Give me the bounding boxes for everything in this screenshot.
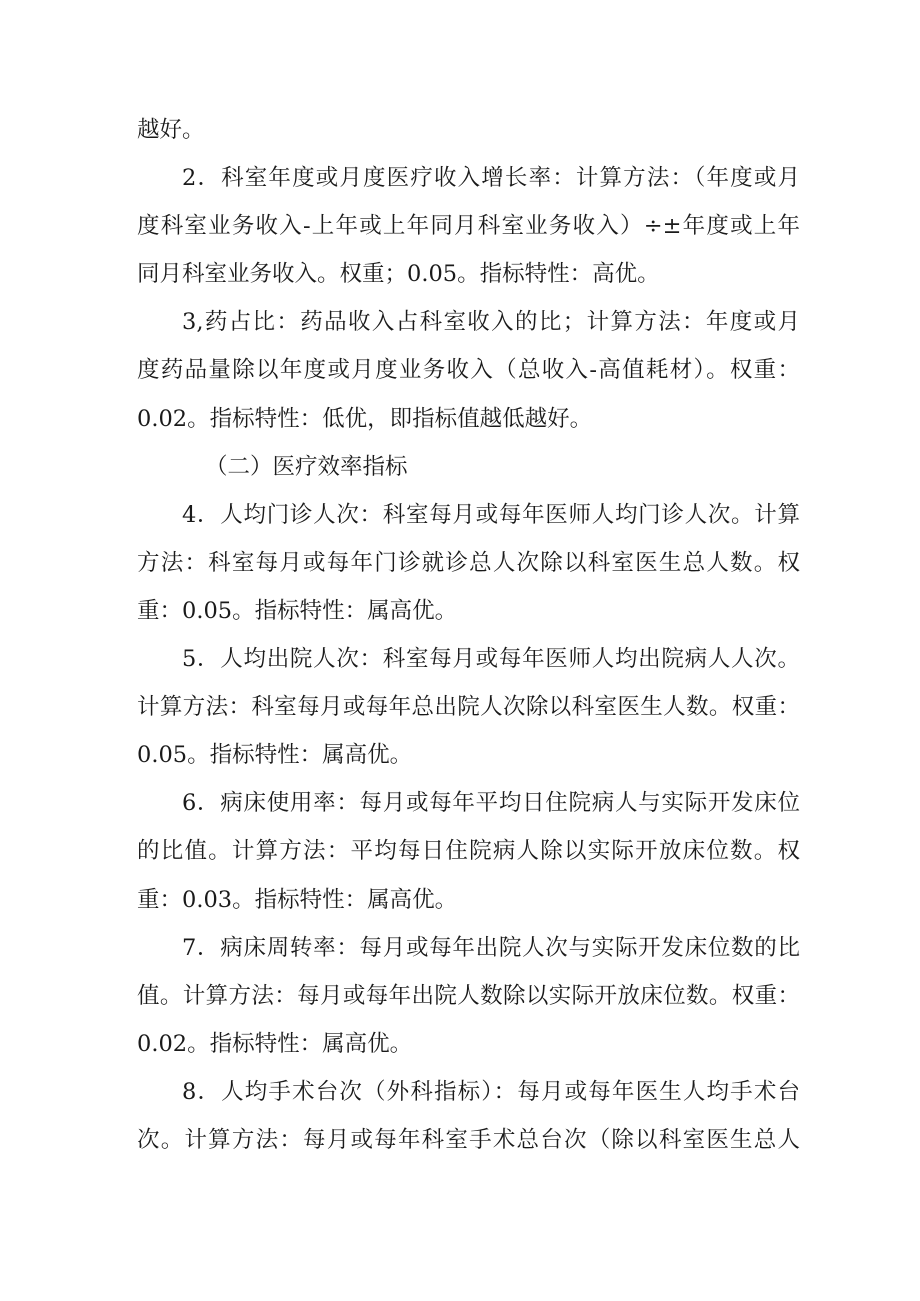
text-line: 7．病床周转率：每月或每年出院人次与实际开发床位数的比 — [182, 934, 800, 961]
text-line: 4．人均门诊人次：科室每月或每年医师人均门诊人次。计算 — [182, 501, 800, 528]
text-line: 6．病床使用率：每月或每年平均日住院病人与实际开发床位 — [182, 790, 800, 817]
text-line: 计算方法：科室每月或每年总出院人次除以科室医生人数。权重： — [137, 694, 800, 721]
document-body — [137, 106, 800, 1164]
text-line: 度药品量除以年度或月度业务收入（总收入-高值耗材）。权重： — [137, 357, 800, 384]
text-line: 重：0.05。指标特性：属高优。 — [137, 597, 458, 624]
text-line: 重：0.03。指标特性：属高优。 — [137, 886, 458, 913]
text-line: 5．人均出院人次：科室每月或每年医师人均出院病人人次。 — [182, 646, 800, 673]
text-line: 的比值。计算方法：平均每日住院病人除以实际开放床位数。权 — [137, 838, 800, 865]
text-line: 3,药占比：药品收入占科室收入的比；计算方法：年度或月 — [182, 309, 800, 336]
text-line: 0.02。指标特性：低优，即指标值越低越好。 — [137, 405, 593, 432]
text-line: 0.05。指标特性：属高优。 — [137, 742, 413, 769]
text-line: 值。计算方法：每月或每年出院人数除以实际开放床位数。权重： — [137, 982, 800, 1009]
text-line: 2．科室年度或月度医疗收入增长率：计算方法：（年度或月 — [182, 165, 800, 192]
section-heading: （二）医疗效率指标 — [205, 453, 408, 480]
text-line: 方法：科室每月或每年门诊就诊总人次除以科室医生总人数。权 — [137, 549, 800, 576]
text-line: 8．人均手术台次（外科指标）：每月或每年医生人均手术台 — [182, 1078, 800, 1105]
text-line: 度科室业务收入-上年或上年同月科室业务收入）÷±年度或上年 — [137, 213, 800, 240]
text-line: 越好。 — [137, 117, 205, 143]
text-line: 同月科室业务收入。权重；0.05。指标特性：高优。 — [137, 261, 660, 288]
text-line: 0.02。指标特性：属高优。 — [137, 1030, 413, 1057]
text-line: 次。计算方法：每月或每年科室手术总台次（除以科室医生总人 — [137, 1126, 800, 1153]
